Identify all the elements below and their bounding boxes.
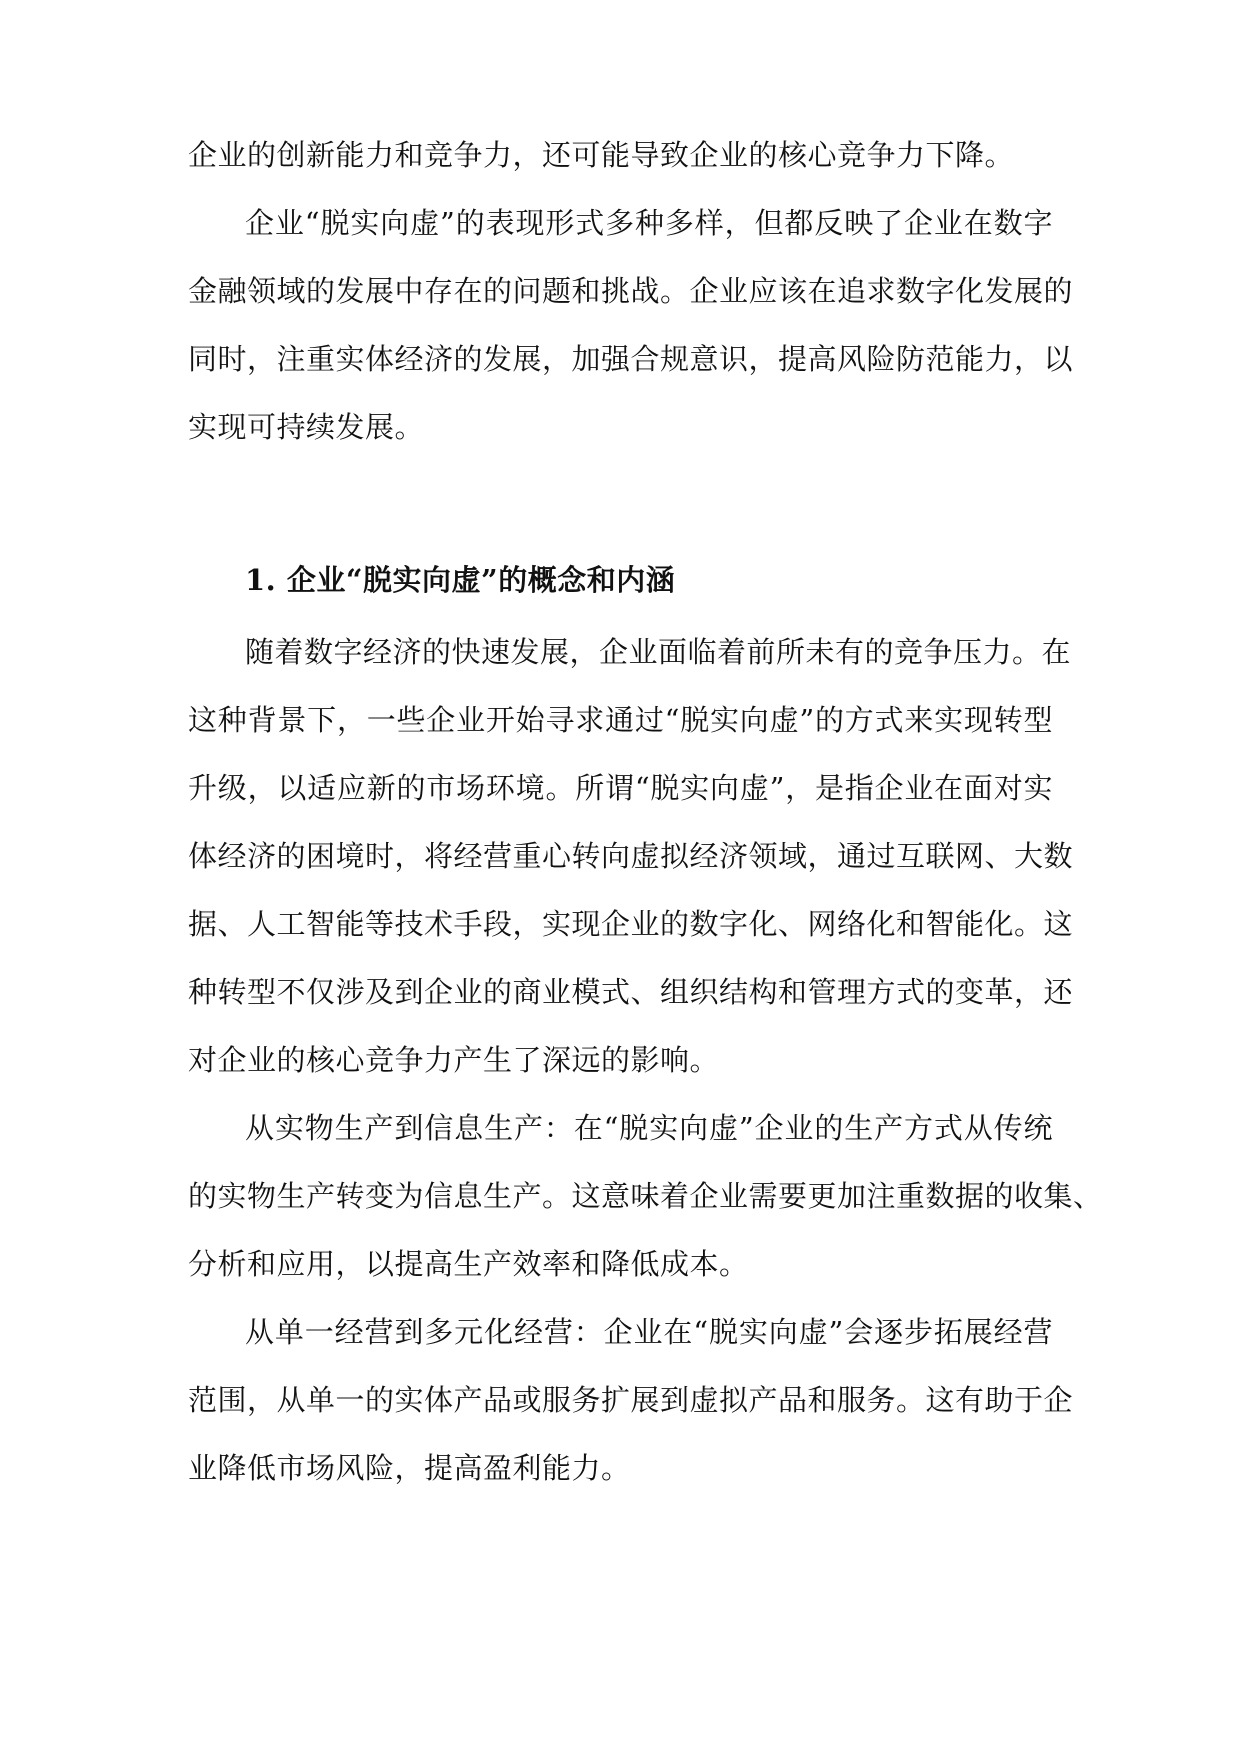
paragraph-line: 范围，从单一的实体产品或服务扩展到虚拟产品和服务。这有助于企: [188, 1383, 1074, 1417]
paragraph-line: 体经济的困境时，将经营重心转向虚拟经济领域，通过互联网、大数: [188, 839, 1074, 873]
paragraph-line: 同时，注重实体经济的发展，加强合规意识，提高风险防范能力，以: [188, 342, 1074, 376]
paragraph-line: 升级，以适应新的市场环境。所谓“脱实向虚”，是指企业在面对实: [188, 771, 1053, 805]
paragraph-line: 的实物生产转变为信息生产。这意味着企业需要更加注重数据的收集、: [188, 1179, 1103, 1213]
section-heading: 1. 企业“脱实向虚”的概念和内涵: [245, 563, 676, 597]
paragraph-line: 分析和应用，以提高生产效率和降低成本。: [188, 1247, 749, 1281]
paragraph-line: 据、人工智能等技术手段，实现企业的数字化、网络化和智能化。这: [188, 907, 1074, 941]
paragraph-line: 企业的创新能力和竞争力，还可能导致企业的核心竞争力下降。: [188, 138, 1015, 172]
paragraph-line: 从实物生产到信息生产：在“脱实向虚”企业的生产方式从传统: [245, 1111, 1053, 1145]
paragraph-line: 这种背景下，一些企业开始寻求通过“脱实向虚”的方式来实现转型: [188, 703, 1053, 737]
paragraph-line: 企业“脱实向虚”的表现形式多种多样，但都反映了企业在数字: [245, 206, 1053, 240]
paragraph-line: 随着数字经济的快速发展，企业面临着前所未有的竞争压力。在: [245, 635, 1072, 669]
paragraph-line: 种转型不仅涉及到企业的商业模式、组织结构和管理方式的变革，还: [188, 975, 1074, 1009]
paragraph-line: 对企业的核心竞争力产生了深远的影响。: [188, 1043, 720, 1077]
paragraph-line: 金融领域的发展中存在的问题和挑战。企业应该在追求数字化发展的: [188, 274, 1074, 308]
paragraph-line: 业降低市场风险，提高盈利能力。: [188, 1451, 631, 1485]
paragraph-line: 实现可持续发展。: [188, 410, 425, 444]
paragraph-line: 从单一经营到多元化经营：企业在“脱实向虚”会逐步拓展经营: [245, 1315, 1053, 1349]
